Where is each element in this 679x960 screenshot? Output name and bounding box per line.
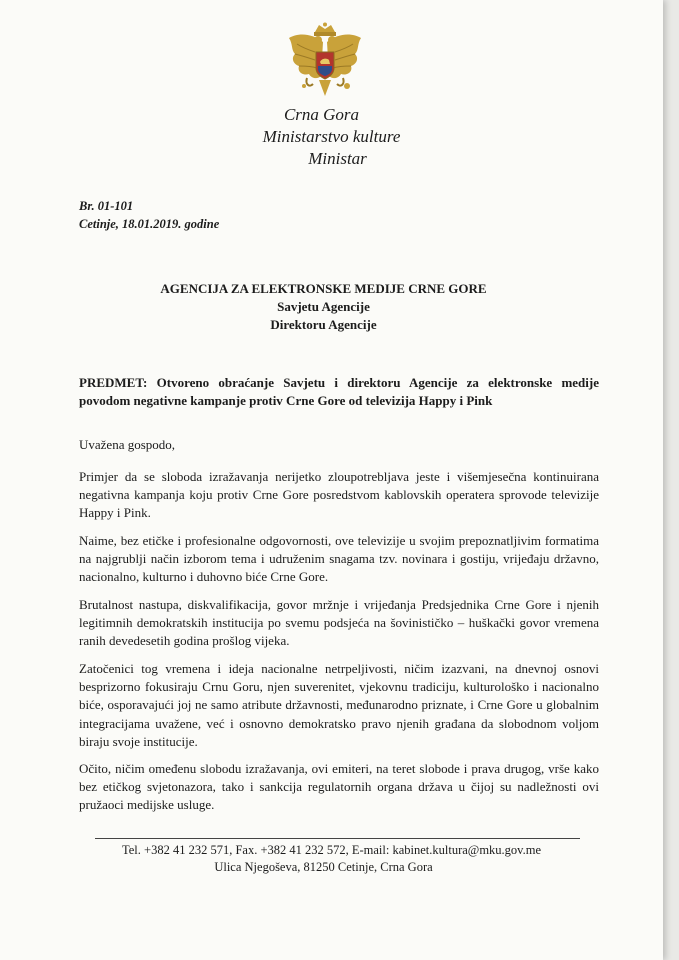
footer-contact: Tel. +382 41 232 571, Fax. +382 41 232 572, E-mail: kabinet.kultura@mku.gov.me bbox=[121, 843, 541, 857]
recipient-director: Direktoru Agencije bbox=[270, 317, 377, 332]
footer-divider bbox=[95, 838, 580, 839]
recipient-agency: AGENCIJA ZA ELEKTRONSKE MEDIJE CRNE GORE bbox=[160, 281, 487, 296]
montenegro-coat-of-arms-icon bbox=[285, 22, 365, 106]
body-paragraph: Očito, ničim omeđenu slobodu izražavanja, ovi emiteri, na teret slobode i prava drugog, vrše kako bez etičkog svjetonazora, tako i sankcija regulatornih organa država u čijoj su nadležnosti ovi pružaoci medijske usluge. bbox=[79, 761, 599, 813]
salutation: Uvažena gospodo, bbox=[79, 437, 176, 452]
letterhead-country: Crna Gora bbox=[283, 105, 360, 124]
body-paragraph: Primjer da se sloboda izražavanja nerijetko zloupotrebljava jeste i višemjesečna kontinuirana negativna kampanja koju protiv Crne Gore posredstvom kablovskih operatera sprovode televizije Happy i Pink. bbox=[79, 469, 599, 521]
body-paragraph: Zatočenici tog vremena i ideja nacionalne netrpeljivosti, ničim izazvani, na dnevnoj osnovi besprizorno fokusiraju Crnu Goru, njen suverenitet, vjekovnu tradiciju, kulturološko i nacionalno biće, osporavajući joj ne samo atribute državnosti, međunarodno priznate, i Crne Gore u globalnim integracijama uvažene, već i osnovno demokratsko pravo njenih građana da slobodnom voljom biraju svoje institucije. bbox=[79, 661, 599, 749]
subject-label: PREDMET: bbox=[79, 375, 148, 390]
letterhead-title: Ministar bbox=[308, 149, 367, 168]
subject-line bbox=[79, 374, 599, 410]
reference-place-date: Cetinje, 18.01.2019. godine bbox=[79, 217, 220, 231]
subject-text: Otvoreno obraćanje Savjetu i direktoru Agencije za elektronske medije povodom negativne kampanje protiv Crne Gore od televizija Happy i Pink bbox=[79, 375, 600, 408]
reference-number: Br. 01-101 bbox=[79, 199, 134, 213]
letterhead-ministry: Ministarstvo kulture bbox=[262, 127, 401, 146]
body-paragraph: Brutalnost nastupa, diskvalifikacija, govor mržnje i vrijeđanja Predsjednika Crne Gore i njenih legitimnih demokratskih institucija po svemu podsjeća na šovinističko – huškački govor vremena ranih devedesetih godina prošlog vijeka. bbox=[79, 597, 599, 649]
footer-address: Ulica Njegoševa, 81250 Cetinje, Crna Gora bbox=[214, 860, 433, 874]
body-paragraph: Naime, bez etičke i profesionalne odgovornosti, ove televizije u svojim prepoznatljivim formatima na najgrublji način izborom tema i udruženim snagama tzv. novinara i gostiju, vrijeđaju državno, nacionalno, kulturno i duhovno biće Crne Gore. bbox=[79, 533, 599, 585]
recipient-council: Savjetu Agencije bbox=[277, 299, 370, 314]
